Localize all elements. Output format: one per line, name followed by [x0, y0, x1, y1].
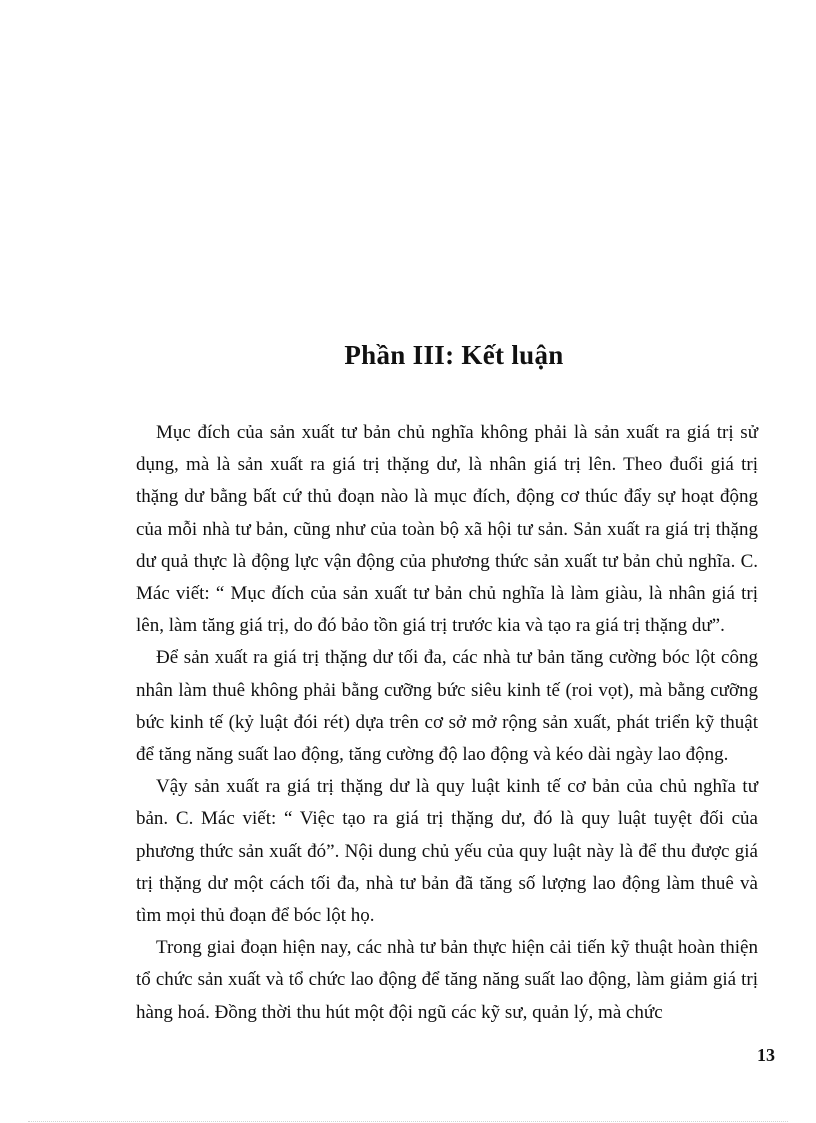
- paragraph-2: Để sản xuất ra giá trị thặng dư tối đa, các nhà tư bản tăng cường bóc lột công nhân làm thuê không phải bằng cưỡng bức siêu kinh tế (roi vọt), mà bằng cưỡng bức kinh tế (kỷ luật đói rét) dựa trên cơ sở mở rộng sản xuất, phát triển kỹ thuật để tăng năng suất lao động, tăng cường độ lao động và kéo dài ngày lao động.: [136, 647, 758, 766]
- paragraph-1: Mục đích của sản xuất tư bản chủ nghĩa không phải là sản xuất ra giá trị sử dụng, mà là sản xuất ra giá trị thặng dư, là nhân giá trị lên. Theo đuổi giá trị thặng dư bằng bất cứ thủ đoạn nào là mục đích, động cơ thúc đẩy sự hoạt động của mỗi nhà tư bản, cũng như của toàn bộ xã hội tư sản. Sản xuất ra giá trị thặng dư quả thực là động lực vận động của phương thức sản xuất tư bản chủ nghĩa. C. Mác viết: “ Mục đích của sản xuất tư bản chủ nghĩa là làm giàu, là nhân giá trị lên, làm tăng giá trị, do đó bảo tồn giá trị trước kia và tạo ra giá trị thặng dư”.: [136, 422, 758, 637]
- footer-divider: [28, 1121, 788, 1122]
- paragraph-4: Trong giai đoạn hiện nay, các nhà tư bản thực hiện cải tiến kỹ thuật hoàn thiện tổ chức sản xuất và tổ chức lao động để tăng năng suất lao động, làm giảm giá trị hàng hoá. Đồng thời thu hút một đội ngũ các kỹ sư, quản lý, mà chức: [136, 937, 758, 1023]
- body-text: [136, 417, 758, 1029]
- page-number: 13: [757, 1045, 775, 1065]
- paragraph-3: Vậy sản xuất ra giá trị thặng dư là quy luật kinh tế cơ bản của chủ nghĩa tư bản. C. Mác viết: “ Việc tạo ra giá trị thặng dư, đó là quy luật tuyệt đối của phương thức sản xuất đó”. Nội dung chủ yếu của quy luật này là để thu được giá trị thặng dư một cách tối đa, nhà tư bản đã tăng số lượng lao động làm thuê và tìm mọi thủ đoạn để bóc lột họ.: [136, 776, 758, 927]
- section-heading: Phần III: Kết luận: [344, 340, 564, 370]
